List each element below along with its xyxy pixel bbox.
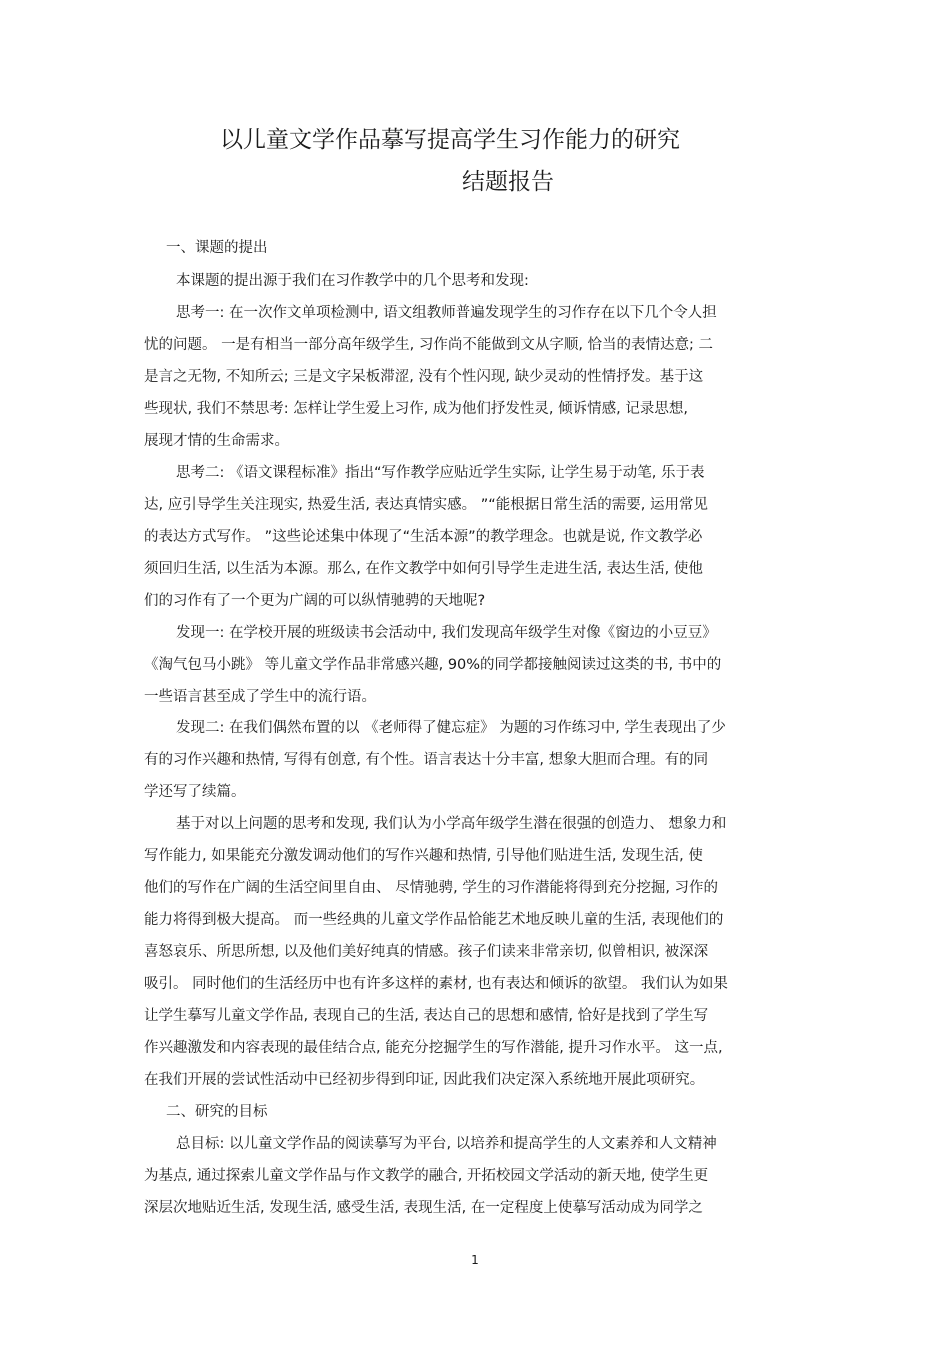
paragraph-line: 在我们开展的尝试性活动中已经初步得到印证, 因此我们决定深入系统地开展此项研究。 (144, 1072, 705, 1088)
page-number: 1 (471, 1253, 479, 1267)
document-title: 以儿童文学作品摹写提高学生习作能力的研究 (220, 127, 680, 153)
paragraph-line: 《淘气包马小跳》 等儿童文学作品非常感兴趣, 90%的同学都接触阅读过这类的书, 书中的 (144, 657, 722, 673)
paragraph-line: 须回归生活, 以生活为本源。那么, 在作文教学中如何引导学生走进生活, 表达生活, 使他 (144, 561, 703, 577)
paragraph-line: 发现二: 在我们偶然布置的以 《老师得了健忘症》 为题的习作练习中, 学生表现出了少 (176, 720, 726, 736)
paragraph-line: 达, 应引导学生关注现实, 热爱生活, 表达真情实感。 ”“能根据日常生活的需要, 运用常见 (144, 497, 709, 513)
paragraph-line: 一些语言甚至成了学生中的流行语。 (144, 689, 376, 705)
section-heading: 二、研究的目标 (166, 1104, 268, 1120)
paragraph-line: 喜怒哀乐、所思所想, 以及他们美好纯真的情感。孩子们读来非常亲切, 似曾相识, 被深深 (144, 944, 709, 960)
paragraph-line: 些现状, 我们不禁思考: 怎样让学生爱上习作, 成为他们抒发性灵, 倾诉情感, 记录思想, (144, 401, 688, 417)
paragraph-line: 写作能力, 如果能充分激发调动他们的写作兴趣和热情, 引导他们贴进生活, 发现生活, 使 (144, 848, 703, 864)
paragraph-line: 发现一: 在学校开展的班级读书会活动中, 我们发现高年级学生对像《窗边的小豆豆》 (176, 625, 717, 641)
paragraph-line: 让学生摹写儿童文学作品, 表现自己的生活, 表达自己的思想和感情, 恰好是找到了学生写 (144, 1008, 709, 1024)
section-heading: 一、课题的提出 (166, 240, 268, 256)
paragraph-line: 吸引。 同时他们的生活经历中也有许多这样的素材, 也有表达和倾诉的欲望。 我们认为如果 (144, 976, 728, 992)
paragraph-line: 思考二: 《语文课程标准》指出“写作教学应贴近学生实际, 让学生易于动笔, 乐于表 (176, 465, 705, 481)
paragraph-line: 展现才情的生命需求。 (144, 433, 289, 449)
paragraph-line: 本课题的提出源于我们在习作教学中的几个思考和发现: (176, 273, 529, 289)
paragraph-line: 的表达方式写作。 ”这些论述集中体现了“生活本源”的教学理念。也就是说, 作文教学必 (144, 529, 703, 545)
paragraph-line: 忧的问题。 一是有相当一部分高年级学生, 习作尚不能做到文从字顺, 恰当的表情达意; 二 (144, 337, 714, 353)
paragraph-line: 作兴趣激发和内容表现的最佳结合点, 能充分挖掘学生的写作潜能, 提升习作水平。 这一点, (144, 1040, 723, 1056)
paragraph-line: 基于对以上问题的思考和发现, 我们认为小学高年级学生潜在很强的创造力、 想象力和 (176, 816, 727, 832)
paragraph-line: 思考一: 在一次作文单项检测中, 语文组教师普遍发现学生的习作存在以下几个令人担 (176, 305, 717, 321)
paragraph-line: 总目标: 以儿童文学作品的阅读摹写为平台, 以培养和提高学生的人文素养和人文精神 (176, 1136, 717, 1152)
paragraph-line: 他们的写作在广阔的生活空间里自由、 尽情驰骋, 学生的习作潜能将得到充分挖掘, 习作的 (144, 880, 719, 896)
paragraph-line: 是言之无物, 不知所云; 三是文字呆板滞涩, 没有个性闪现, 缺少灵动的性情抒发。基于这 (144, 369, 704, 385)
paragraph-line: 学还写了续篇。 (144, 784, 246, 800)
paragraph-line: 们的习作有了一个更为广阔的可以纵情驰骋的天地呢? (144, 593, 486, 609)
paragraph-line: 能力将得到极大提高。 而一些经典的儿童文学作品恰能艺术地反映儿童的生活, 表现他们的 (144, 912, 724, 928)
document-subtitle: 结题报告 (462, 169, 554, 195)
paragraph-line: 为基点, 通过探索儿童文学作品与作文教学的融合, 开拓校园文学活动的新天地, 使学生更 (144, 1168, 709, 1184)
paragraph-line: 有的习作兴趣和热情, 写得有创意, 有个性。语言表达十分丰富, 想象大胆而合理。有的同 (144, 752, 709, 768)
paragraph-line: 深层次地贴近生活, 发现生活, 感受生活, 表现生活, 在一定程度上使摹写活动成为同学之 (144, 1200, 703, 1216)
